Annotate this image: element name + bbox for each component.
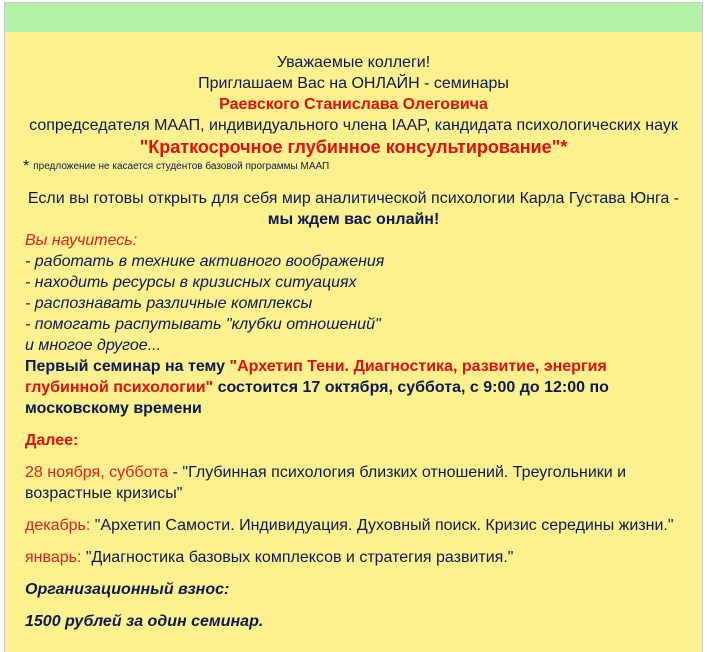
footnote-star: * <box>23 158 30 175</box>
header-block <box>25 52 682 159</box>
greeting-text: Уважаемые коллеги! <box>276 54 431 71</box>
learn-item: - распознавать различные комплексы <box>25 295 313 312</box>
top-banner <box>4 2 703 32</box>
intro-line-1: Если вы готовы открыть для себя мир аналитической психологии Карла Густава Юнга - <box>27 190 680 207</box>
first-seminar-prefix: Первый семинар на тему <box>25 358 230 375</box>
first-seminar-block <box>25 356 682 419</box>
next-item-date: 28 ноября, суббота <box>25 464 169 481</box>
footnote <box>23 159 682 175</box>
learn-item: и многое другое... <box>25 337 162 354</box>
next-item-text: "Диагностика базовых комплексов и стратегия развития." <box>81 549 514 566</box>
fee-amount: 1500 рублей за один семинар. <box>25 613 264 630</box>
next-item-text: "Архетип Самости. Индивидуация. Духовный поиск. Кризис середины жизни." <box>90 517 674 534</box>
next-heading: Далее: <box>25 432 79 449</box>
first-seminar-suffix: состоится 17 октября, суббота, с 9:00 до 12:00 по московскому времени <box>25 379 609 417</box>
announcement-panel <box>4 32 703 652</box>
next-item-date: январь: <box>25 549 82 566</box>
invite-text: Приглашаем Вас на ОНЛАЙН - семинары <box>198 75 509 92</box>
first-seminar-topic: "Архетип Тени. Диагностика, развитие, энергия глубинной психологии" <box>25 358 607 396</box>
learn-item: - находить ресурсы в кризисных ситуациях <box>25 274 357 291</box>
next-item-text: - "Глубинная психология близких отношений. Треугольники и возрастные кризисы" <box>25 464 627 502</box>
intro-line-2: мы ждем вас онлайн! <box>267 211 440 228</box>
learn-item: - работать в технике активного воображения <box>25 253 385 270</box>
learn-heading: Вы научитесь: <box>25 232 138 249</box>
speaker-title: сопредседателя МААП, индивидуального члена IAAP, кандидата психологических наук <box>29 117 678 134</box>
speaker-name: Раевского Станислава Олеговича <box>219 96 488 113</box>
footnote-text: предложение не касается студентов базовой программы МААП <box>33 161 330 172</box>
learn-block <box>25 230 682 356</box>
learn-item: - помогать распутывать "клубки отношений" <box>25 316 381 333</box>
intro-block <box>25 188 682 230</box>
next-item <box>25 515 682 536</box>
next-item <box>25 462 682 504</box>
fee-heading: Организационный взнос: <box>25 581 230 598</box>
seminar-title: "Краткосрочное глубинное консультирование"* <box>139 137 568 157</box>
next-item <box>25 547 682 568</box>
next-item-date: декабрь: <box>25 517 91 534</box>
